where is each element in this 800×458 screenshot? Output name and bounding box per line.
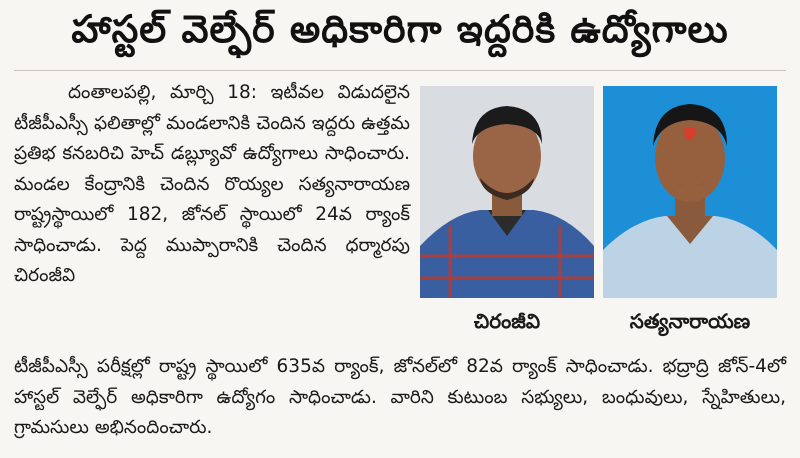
article-paragraph: దంతాలపల్లి, మార్చి 18: ఇటీవల విడుదలైన టీజీపీఎస్సీ ఫలితాల్లో మండలానికి చెందిన ఇద్దరు ఉత్తమ ప్రతిభ కనబరిచి హెచ్ డబ్ల్యూవో ఉద్యోగాలు సాధించారు. మండల కేంద్రానికి చెందిన రొయ్యల సత్యనారాయణ రాష్ట్రస్థాయిలో 182, జోనల్ స్థాయిలో 24వ ర్యాంక్ సాధించాడు. పెద్ద ముప్పారానికి చెందిన ధర్మారపు చిరంజీవి [14, 82, 410, 286]
chiranjeevi-photo [420, 86, 594, 298]
photo-caption: సత్యనారాయణ [629, 309, 751, 333]
headline-divider [14, 70, 786, 71]
satyanarayana-photo [603, 86, 777, 298]
person-photo-icon [420, 86, 594, 298]
article-paragraph: టీజీపీఎస్సీ పరీక్షల్లో రాష్ట్ర స్థాయిలో 635వ ర్యాంక్, జోనల్‌లో 82వ ర్యాంక్ సాధించాడు. భద్రాద్రి జోన్-4లో హాస్టల్ వెల్ఫేర్ అధికారిగా ఉద్యోగం సాధించాడు. వారిని కుటుంబ సభ్యులు, బంధువులు, స్నేహితులు, గ్రామసులు అభినందించారు. [14, 356, 786, 438]
headline: హాస్టల్ వెల్ఫేర్ అధికారిగా ఇద్దరికి ఉద్యోగాలు [71, 7, 729, 51]
article-column-text [14, 78, 410, 292]
photo-caption: చిరంజీవి [473, 309, 541, 333]
person-photo-icon [603, 86, 777, 298]
article-full-width-text [14, 352, 786, 444]
